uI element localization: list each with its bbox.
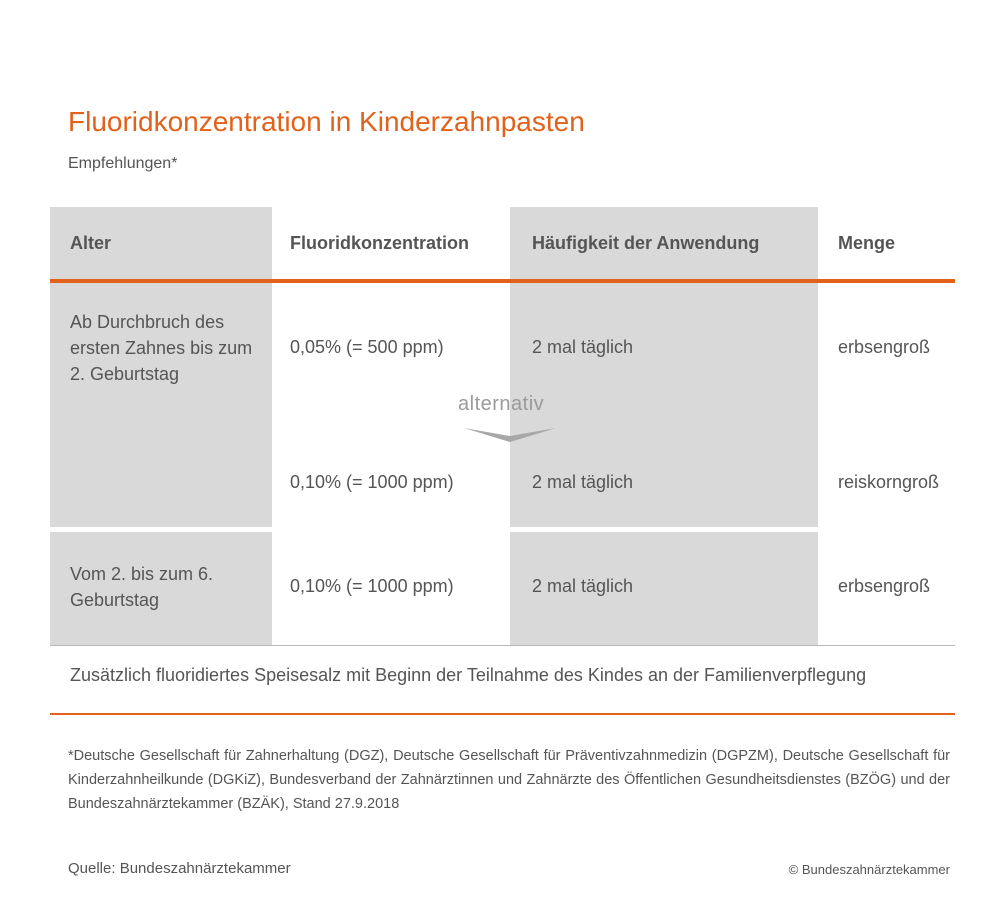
header-menge: Menge xyxy=(838,233,896,253)
row1-konzentration-a: 0,05% (= 500 ppm) xyxy=(290,337,444,357)
source-label: Quelle: Bundeszahnärztekammer xyxy=(68,860,291,877)
row2-konzentration: 0,10% (= 1000 ppm) xyxy=(290,576,454,596)
header-alter: Alter xyxy=(70,233,112,253)
row2-haeufigkeit: 2 mal täglich xyxy=(532,576,634,596)
chevron-down-icon xyxy=(464,426,556,444)
row1-menge-b: reiskorngroß xyxy=(838,472,940,492)
row1-konzentration-b: 0,10% (= 1000 ppm) xyxy=(290,472,454,492)
row1-menge-a: erbsengroß xyxy=(838,337,931,357)
row1-haeufigkeit-b: 2 mal täglich xyxy=(532,472,634,492)
row-separator xyxy=(50,527,955,532)
extra-note: Zusätzlich fluoridiertes Speisesalz mit Beginn der Teilnahme des Kindes an der Familienverpflegung xyxy=(70,665,867,685)
table-bottom-line xyxy=(50,645,955,646)
header-divider xyxy=(50,279,955,283)
page-subtitle: Empfehlungen* xyxy=(68,155,178,172)
extra-note-divider xyxy=(50,713,955,715)
header-haeufigkeit: Häufigkeit der Anwendung xyxy=(532,233,760,253)
row2-menge: erbsengroß xyxy=(838,576,931,596)
row2-alter: Vom 2. bis zum 6. Geburtstag xyxy=(70,564,214,610)
alternativ-label: alternativ xyxy=(458,393,545,415)
table-header xyxy=(50,207,955,279)
row1-alter: Ab Durchbruch des ersten Zahnes bis zum 2. Geburtstag xyxy=(70,312,253,384)
header-fluoridkonzentration: Fluoridkonzentration xyxy=(290,233,469,253)
row1-haeufigkeit-a: 2 mal täglich xyxy=(532,337,634,357)
footnote: *Deutsche Gesellschaft für Zahnerhaltung (DGZ), Deutsche Gesellschaft für Präventivzahnmedizin (DGPZM), Deutsche Gesellschaft für Kinderzahnheilkunde (DGKiZ), Bundesverband der Zahnärztinnen und Zahnärzte des Öffentlichen Gesundheitsdienstes (BZÖG) und der Bundeszahnärztekammer (BZÄK), Stand 27.9.2018 xyxy=(68,748,950,812)
copyright-label: © Bundeszahnärztekammer xyxy=(788,862,950,877)
page-title: Fluoridkonzentration in Kinderzahnpasten xyxy=(68,106,585,137)
